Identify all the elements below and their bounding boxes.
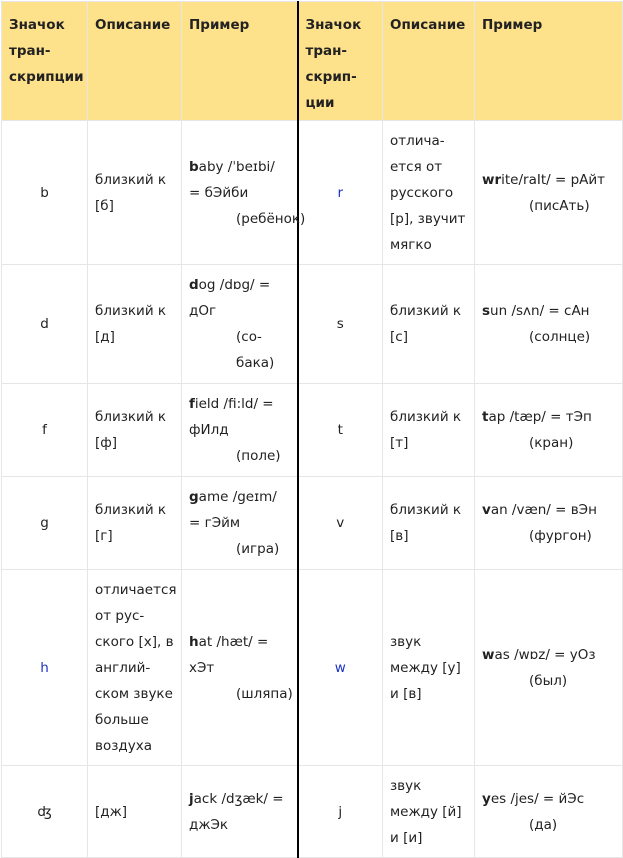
description-cell: звук между [й] и [и] — [383, 766, 475, 858]
example-transcription: ite/raIt/ = рАйт — [501, 171, 606, 188]
table-row — [2, 766, 623, 858]
example-cell — [182, 384, 298, 477]
symbol-cell — [2, 384, 88, 477]
example-word — [482, 642, 615, 668]
example-bold-letters: t — [482, 409, 489, 425]
example-translation: (кран) — [529, 435, 574, 451]
transcription-symbol: d — [40, 316, 49, 332]
example-transcription: un /sʌn/ = сАн — [490, 303, 590, 319]
example-word — [189, 272, 290, 324]
example-transcription: at /hæt/ = хЭт — [189, 633, 269, 676]
transcription-symbol: ʤ — [37, 803, 52, 820]
example-word — [189, 391, 290, 443]
transcription-symbol[interactable]: h — [40, 659, 49, 676]
description-cell: отличается от рус-ского [х], в англий-ском звуке больше воздуха — [88, 570, 182, 766]
header-description: Описание — [88, 2, 182, 121]
symbol-cell — [298, 477, 383, 570]
transcription-symbol: v — [336, 515, 345, 531]
example-translation: (солнце) — [529, 329, 591, 345]
example-bold-letters: v — [482, 502, 491, 518]
description-cell: [дж] — [88, 766, 182, 858]
symbol-cell — [2, 121, 88, 265]
symbol-cell — [298, 570, 383, 766]
example-bold-letters: f — [189, 396, 195, 412]
transcription-symbol: t — [337, 422, 343, 438]
transcription-symbol: j — [338, 803, 343, 820]
example-transcription: ap /tæp/ = тЭп — [488, 409, 592, 425]
example-translation: (был) — [529, 672, 568, 689]
example-transcription: es /jes/ = йЭс — [490, 790, 585, 807]
example-translation: (да) — [529, 816, 558, 833]
example-bold-letters: d — [189, 277, 199, 293]
transcription-symbol[interactable]: r — [337, 184, 344, 201]
example-translation: (поле) — [236, 448, 281, 464]
table-row — [2, 265, 623, 384]
symbol-cell — [2, 477, 88, 570]
symbol-cell — [298, 766, 383, 858]
example-transcription: aby /ˈbeɪbi/ = бЭйби — [189, 158, 275, 201]
example-word — [189, 629, 290, 681]
example-cell — [182, 265, 298, 384]
transcription-symbol: g — [40, 515, 49, 531]
example-cell — [182, 766, 298, 858]
description-cell: близкий к [в] — [383, 477, 475, 570]
description-cell: близкий к [с] — [383, 265, 475, 384]
table-row — [2, 477, 623, 570]
header-example-2: Пример — [475, 2, 623, 121]
example-bold-letters: j — [189, 790, 194, 807]
transcription-symbol: b — [40, 184, 49, 201]
example-word — [482, 497, 615, 523]
example-translation: (игра) — [236, 541, 280, 557]
example-word — [482, 167, 615, 193]
example-cell — [475, 265, 623, 384]
header-row — [2, 2, 623, 121]
header-example: Пример — [182, 2, 298, 121]
description-cell: близкий к [д] — [88, 265, 182, 384]
table-row — [2, 384, 623, 477]
example-bold-letters: g — [189, 489, 199, 505]
description-cell: близкий к [ф] — [88, 384, 182, 477]
example-bold-letters: h — [189, 633, 199, 650]
example-transcription: og /dɒg/ = дОг — [189, 277, 271, 319]
symbol-cell — [2, 766, 88, 858]
example-bold-letters: w — [482, 646, 495, 663]
symbol-cell — [298, 384, 383, 477]
header-symbol-2: Значок тран-скрип-ции — [298, 2, 383, 121]
example-word — [189, 484, 290, 536]
example-bold-letters: y — [482, 790, 491, 807]
example-cell — [475, 121, 623, 265]
description-cell: звук между [у] и [в] — [383, 570, 475, 766]
symbol-cell — [2, 570, 88, 766]
transcription-symbol: f — [42, 422, 47, 438]
example-translation: (со-бака) — [236, 329, 275, 371]
table-row — [2, 121, 623, 265]
example-transcription: an /væn/ = вЭн — [490, 502, 597, 518]
example-word — [482, 298, 615, 324]
description-cell: близкий к [т] — [383, 384, 475, 477]
example-translation: (шляпа) — [236, 685, 293, 702]
example-bold-letters: wr — [482, 171, 502, 188]
example-cell — [475, 570, 623, 766]
symbol-cell — [2, 265, 88, 384]
example-transcription: ield /fi:ld/ = фИлд — [189, 396, 274, 438]
symbol-cell — [298, 121, 383, 265]
example-word — [189, 154, 290, 206]
example-translation: (писАть) — [529, 197, 590, 214]
header-symbol: Значок тран-скрипции — [2, 2, 88, 121]
table-row — [2, 570, 623, 766]
example-transcription: as /wɒz/ = уОз — [494, 646, 596, 663]
example-bold-letters: s — [482, 303, 491, 319]
example-bold-letters: b — [189, 158, 199, 175]
example-cell — [182, 477, 298, 570]
symbol-cell — [298, 265, 383, 384]
example-cell — [182, 121, 306, 265]
example-transcription: ame /geɪm/ = гЭйм — [189, 489, 277, 531]
description-cell: близкий к [г] — [88, 477, 182, 570]
header-description-2: Описание — [383, 2, 475, 121]
example-cell — [475, 766, 623, 858]
example-cell — [182, 570, 298, 766]
example-cell — [475, 384, 623, 477]
example-translation: (ребёнок) — [236, 210, 306, 227]
example-word — [189, 786, 290, 838]
example-transcription: ack /dʒæk/ = джЭк — [189, 790, 284, 833]
transcription-symbol[interactable]: w — [334, 659, 346, 676]
description-cell: близкий к [б] — [88, 121, 182, 265]
example-word — [482, 786, 615, 812]
transcription-symbol: s — [336, 316, 344, 332]
example-cell — [475, 477, 623, 570]
description-cell: отлича-ется от русского [р], звучит мягко — [383, 121, 475, 265]
example-word — [482, 404, 615, 430]
example-translation: (фургон) — [529, 528, 592, 544]
transcription-table — [1, 1, 623, 858]
